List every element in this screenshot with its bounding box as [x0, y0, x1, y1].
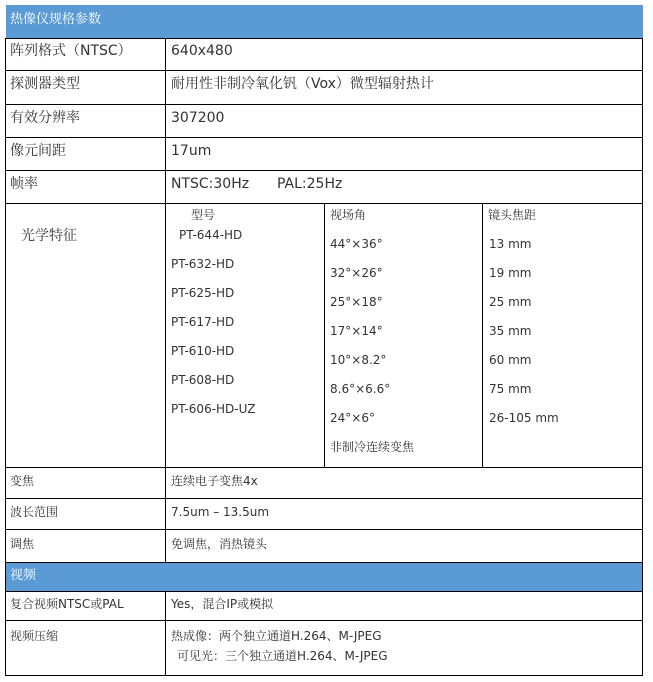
row-divider — [5, 675, 643, 676]
row-divider — [5, 170, 643, 171]
optics-fov-item: 24°×6° — [330, 411, 375, 425]
optics-model-item: PT-625-HD — [171, 286, 235, 300]
column-divider — [165, 591, 166, 676]
optics-model-item: PT-644-HD — [179, 228, 243, 242]
video-section-title: 视频 — [10, 568, 37, 583]
optics-focal-item: 19 mm — [489, 266, 532, 280]
optics-label: 光学特征 — [21, 228, 77, 244]
wavelength-label: 波长范围 — [10, 505, 59, 519]
pixel-pitch-value: 17um — [171, 143, 212, 159]
optics-fov-item: 17°×14° — [330, 324, 383, 338]
composite-video-label: 复合视频NTSC或PAL — [10, 597, 124, 611]
detector-type-label: 探测器类型 — [10, 76, 80, 92]
optics-focal-item: 13 mm — [489, 237, 532, 251]
row-divider — [5, 529, 643, 530]
frame-rate-pal: PAL:25Hz — [277, 176, 343, 192]
row-divider — [5, 620, 643, 621]
focus-label: 调焦 — [10, 537, 35, 551]
pixel-pitch-label: 像元间距 — [10, 143, 66, 159]
optics-model-item: PT-608-HD — [171, 373, 235, 387]
resolution-label: 有效分辨率 — [10, 110, 80, 126]
composite-video-value: Yes，混合IP或模拟 — [171, 597, 274, 611]
optics-fov-item: 25°×18° — [330, 295, 383, 309]
column-divider — [165, 38, 166, 562]
optics-fov-item: 44°×36° — [330, 237, 383, 251]
zoom-value: 连续电子变焦4x — [171, 474, 258, 488]
optics-fov-item: 32°×26° — [330, 266, 383, 280]
row-divider — [5, 70, 643, 71]
compression-thermal: 热成像：两个独立通道H.264、M-JPEG — [171, 629, 382, 643]
table-border-left — [5, 38, 6, 676]
optics-focal-item: 75 mm — [489, 382, 532, 396]
optics-fov-item: 8.6°×6.6° — [330, 382, 391, 396]
frame-rate-ntsc: NTSC:30Hz — [171, 176, 250, 192]
table-border-right — [642, 38, 643, 676]
optics-model-header: 型号 — [191, 208, 216, 222]
optics-focal-item: 60 mm — [489, 353, 532, 367]
video-section-header — [6, 563, 643, 591]
wavelength-value: 7.5um – 13.5um — [171, 505, 270, 519]
row-divider — [5, 467, 643, 468]
optics-fov-item: 10°×8.2° — [330, 353, 387, 367]
optics-model-item: PT-606-HD-UZ — [171, 402, 256, 416]
optics-focal-header: 镜头焦距 — [488, 208, 537, 222]
optics-model-item: PT-632-HD — [171, 257, 235, 271]
optics-model-item: PT-610-HD — [171, 344, 235, 358]
compression-visible: 可见光：三个独立通道H.264、M-JPEG — [177, 649, 388, 663]
optics-focal-item: 26-105 mm — [489, 411, 559, 425]
optics-focal-item: 35 mm — [489, 324, 532, 338]
array-format-label: 阵列格式（NTSC） — [10, 43, 132, 59]
row-divider — [5, 498, 643, 499]
row-divider — [5, 104, 643, 105]
optics-fov-item: 非制冷连续变焦 — [330, 440, 415, 454]
array-format-value: 640x480 — [171, 43, 233, 59]
row-divider — [5, 591, 643, 592]
optics-focal-item: 25 mm — [489, 295, 532, 309]
compression-label: 视频压缩 — [10, 629, 59, 643]
detector-type-value: 耐用性非制冷氧化钒（Vox）微型辐射热计 — [171, 76, 434, 92]
row-divider — [5, 137, 643, 138]
resolution-value: 307200 — [171, 110, 225, 126]
optics-column-divider — [482, 203, 483, 467]
frame-rate-label: 帧率 — [10, 176, 38, 192]
thermal-section-header — [6, 5, 643, 38]
focus-value: 免调焦，消热镜头 — [171, 537, 268, 551]
row-divider — [5, 38, 643, 39]
thermal-section-title: 热像仪规格参数 — [10, 12, 102, 27]
zoom-label: 变焦 — [10, 474, 35, 488]
optics-model-item: PT-617-HD — [171, 315, 235, 329]
optics-column-divider — [324, 203, 325, 467]
row-divider — [5, 562, 643, 563]
optics-fov-header: 视场角 — [330, 208, 367, 222]
